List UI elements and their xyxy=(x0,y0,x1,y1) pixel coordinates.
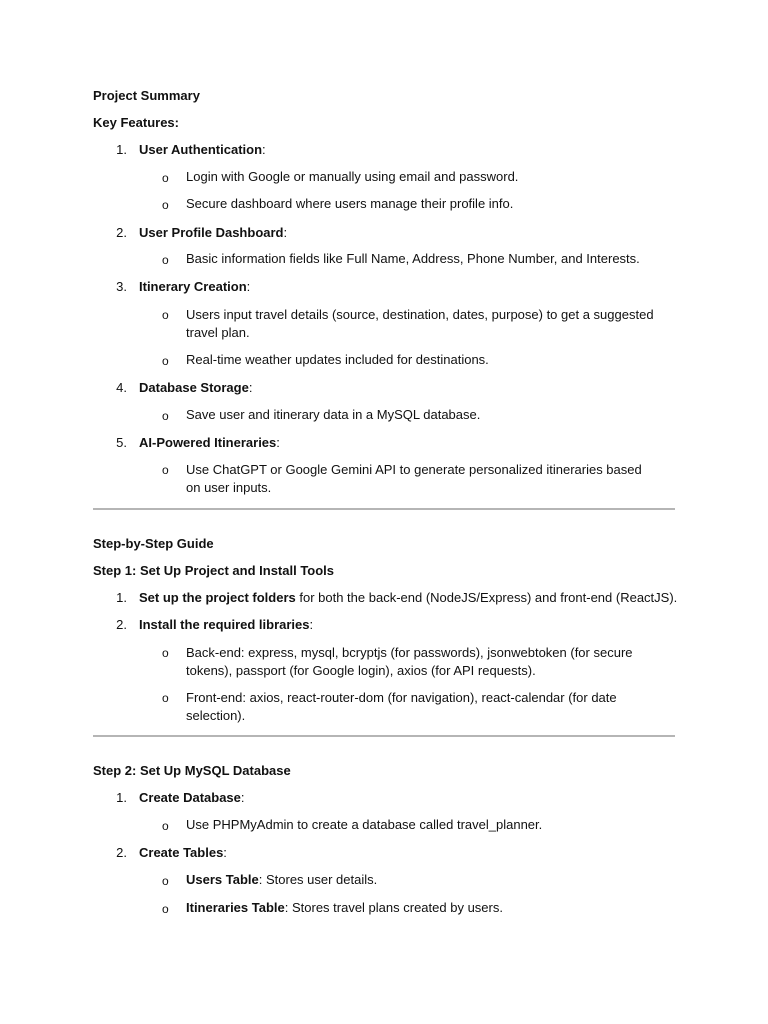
list-item xyxy=(139,789,245,807)
list-item-bold: Itinerary Creation xyxy=(139,279,247,294)
bullet-marker: o xyxy=(162,308,169,322)
bullet-text: Save user and itinerary data in a MySQL database. xyxy=(186,407,481,422)
bullet-text: Secure dashboard where users manage their profile info. xyxy=(186,196,514,211)
list-number: 2. xyxy=(116,617,127,632)
list-item-bold: Set up the project folders xyxy=(139,590,296,605)
bullet-marker: o xyxy=(162,409,169,423)
list-number: 4. xyxy=(116,380,127,395)
list-number: 3. xyxy=(116,279,127,294)
bullet-text: Login with Google or manually using email and password. xyxy=(186,169,519,184)
list-item xyxy=(139,434,280,452)
step1-heading: Step 1: Set Up Project and Install Tools xyxy=(93,563,335,578)
list-item-tail: for both the back-end (NodeJS/Express) and front-end (ReactJS). xyxy=(295,590,678,605)
list-item xyxy=(139,141,266,159)
list-number: 5. xyxy=(116,435,127,450)
list-item xyxy=(139,278,250,296)
bullet-marker: o xyxy=(162,253,169,267)
list-number: 1. xyxy=(116,790,127,805)
list-item-bold: Create Database xyxy=(139,790,241,805)
bullet-marker: o xyxy=(162,463,169,477)
list-item-bold: User Authentication xyxy=(139,142,263,157)
list-item-tail: : xyxy=(223,845,227,860)
list-item-bold: Create Tables xyxy=(139,845,224,860)
bullet-bold: Users Table xyxy=(186,872,259,887)
bullet-marker: o xyxy=(162,691,169,705)
bullet-text: Users input travel details (source, destination, dates, purpose) to get a suggested travel plan. xyxy=(186,307,654,340)
list-item xyxy=(139,616,313,634)
list-item-tail: : xyxy=(276,435,280,450)
bullet-text: Back-end: express, mysql, bcryptjs (for passwords), jsonwebtoken (for secure tokens), passport (for Google login), axios (for API requests). xyxy=(186,645,633,678)
bullet-text: Front-end: axios, react-router-dom (for navigation), react-calendar (for date selection). xyxy=(186,690,617,723)
bullet-text: Real-time weather updates included for destinations. xyxy=(186,352,489,367)
list-number: 2. xyxy=(116,225,127,240)
bullet-marker: o xyxy=(162,902,169,916)
list-item xyxy=(139,844,227,862)
list-item-bold: Database Storage xyxy=(139,380,249,395)
bullet-bold: Itineraries Table xyxy=(186,900,285,915)
key-features-heading: Key Features: xyxy=(93,115,179,130)
list-item-tail: : xyxy=(309,617,314,632)
list-item xyxy=(139,589,677,607)
list-item-bold: Install the required libraries xyxy=(139,617,310,632)
list-item-tail: : xyxy=(240,790,245,805)
bullet-text: Use ChatGPT or Google Gemini API to generate personalized itineraries based on user inputs. xyxy=(186,462,642,495)
list-item-bold: AI-Powered Itineraries xyxy=(139,435,277,450)
bullet-tail: : Stores user details. xyxy=(258,872,378,887)
bullet-marker: o xyxy=(162,354,169,368)
bullet-marker: o xyxy=(162,646,169,660)
bullet-text: Basic information fields like Full Name, Address, Phone Number, and Interests. xyxy=(186,251,640,266)
list-item-tail: : xyxy=(246,279,251,294)
list-item xyxy=(139,379,252,397)
list-item-bold: User Profile Dashboard xyxy=(139,225,284,240)
bullet-marker: o xyxy=(162,171,169,185)
list-item-tail: : xyxy=(248,380,253,395)
list-number: 1. xyxy=(116,590,127,605)
bullet-marker: o xyxy=(162,198,169,212)
bullet-text: Use PHPMyAdmin to create a database called travel_planner. xyxy=(186,817,543,832)
bullet-marker: o xyxy=(162,819,169,833)
list-number: 2. xyxy=(116,845,127,860)
bullet-tail: : Stores travel plans created by users. xyxy=(284,900,503,915)
project-summary-heading: Project Summary xyxy=(93,88,200,103)
step2-heading: Step 2: Set Up MySQL Database xyxy=(93,763,291,778)
list-item-tail: : xyxy=(262,142,266,157)
list-item xyxy=(139,224,287,242)
step-by-step-heading: Step-by-Step Guide xyxy=(93,536,214,551)
bullet-text xyxy=(186,871,377,889)
horizontal-rule xyxy=(93,508,675,510)
list-number: 1. xyxy=(116,142,127,157)
horizontal-rule xyxy=(93,735,675,737)
bullet-marker: o xyxy=(162,874,169,888)
list-item-tail: : xyxy=(283,225,288,240)
bullet-text xyxy=(186,899,503,917)
